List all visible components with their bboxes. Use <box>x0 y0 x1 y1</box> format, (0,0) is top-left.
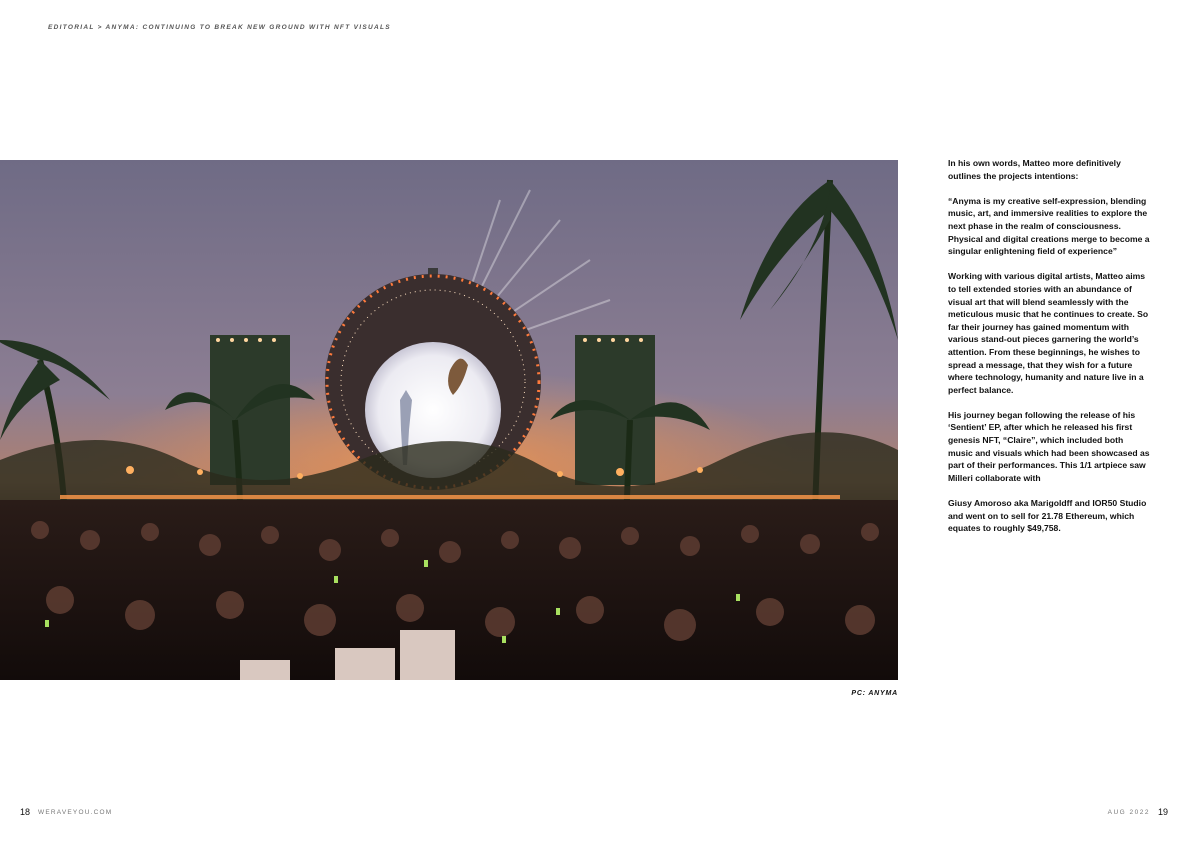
site-url[interactable]: WERAVEYOU.COM <box>38 808 113 816</box>
article-paragraph-1: In his own words, Matteo more definitively outlines the projects intentions: <box>948 158 1121 181</box>
breadcrumb: EDITORIAL > ANYMA: CONTINUING TO BREAK NEW GROUND WITH NFT VISUALS <box>48 24 391 31</box>
article-body <box>948 157 1150 547</box>
footer-left <box>20 807 112 817</box>
page-number-left: 18 <box>20 807 31 817</box>
footer-right <box>1108 807 1168 817</box>
article-paragraph-5: Giusy Amoroso aka Marigoldff and IOR50 Studio and went on to sell for 21.78 Ethereum, which equates to roughly $49,758. <box>948 498 1147 534</box>
article-paragraph-4: His journey began following the release of his ‘Sentient’ EP, after which he released his first genesis NFT, “Claire”, which included both music and visuals which had been showcased as part of their performances. This 1/1 artpiece saw Milleri collaborate with <box>948 409 1150 483</box>
issue-date: AUG 2022 <box>1107 808 1150 816</box>
concert-photo <box>0 160 898 680</box>
photo-credit-caption: PC: ANYMA <box>851 690 898 697</box>
article-paragraph-3: Working with various digital artists, Matteo aims to tell extended stories with an abundance of visual art that will blend seamlessly with the meticulous music that he continues to create. So far their journey has gained momentum with various stand-out pieces garnering the world’s attention. From these beginnings, he wishes to spread a message, that they wish for a future where technology, humanity and nature live in a perfect balance. <box>948 271 1149 395</box>
article-paragraph-2: “Anyma is my creative self-expression, blending music, art, and immersive realities to explore the next phase in the realm of consciousness. Physical and digital creations merge to become a singular enlightening field of experience” <box>948 195 1150 257</box>
page-number-right: 19 <box>1157 807 1168 817</box>
